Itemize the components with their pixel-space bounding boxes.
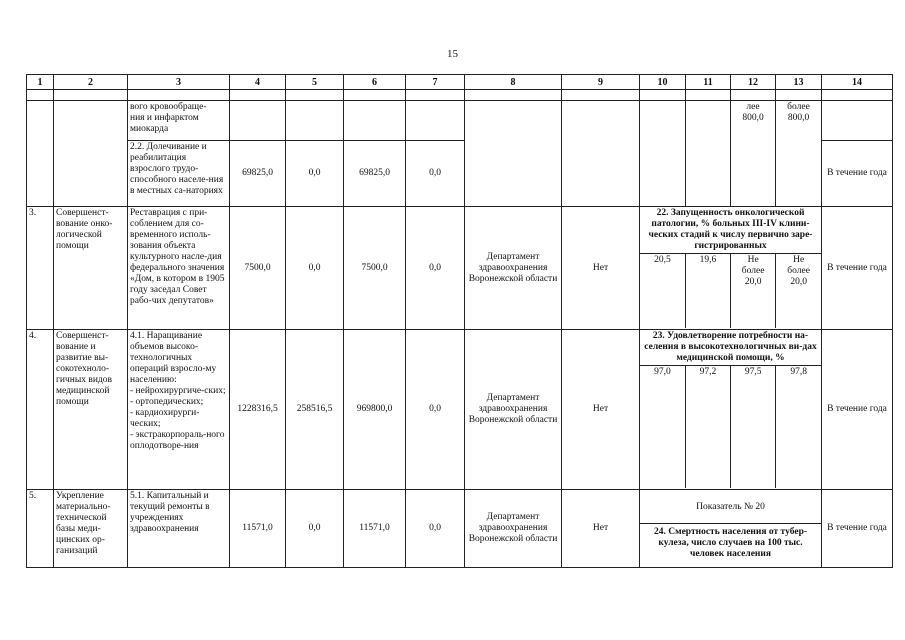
value-cell: 69825,0 (230, 141, 286, 207)
value-cell: 0,0 (286, 141, 344, 207)
col-header: 10 (640, 75, 686, 90)
activity-cell: 4.1. Наращивание объемов высоко-технологичных операций взросло-му населению: - нейрохирургиче-ских; - ортопедических; - кардиохирурги-ческих; - экстракорпораль-ного оплодотворе-ния (128, 330, 230, 490)
task-cell: Совершенст-вование и развитие вы-сокотехноло-гичных видов медицинской помощи (54, 330, 128, 490)
table-row (27, 490, 893, 568)
value-cell: 969800,0 (344, 330, 406, 490)
indicator-reference: Показатель № 20 (640, 490, 821, 524)
col-header: 2 (54, 75, 128, 90)
column-number-row (27, 75, 893, 90)
task-cell: Укрепление материально-технической базы меди-цинских ор-ганизаций (54, 490, 128, 568)
term-cell: В течение года (822, 141, 893, 207)
term-cell: В течение года (822, 330, 893, 490)
col-header: 4 (230, 75, 286, 90)
table-row (27, 330, 893, 490)
value-cell: 7500,0 (230, 207, 286, 330)
indicator-values (640, 254, 821, 328)
funding-cell (562, 101, 640, 207)
col-header: 11 (686, 75, 731, 90)
program-table (26, 74, 893, 568)
value-cell: 11571,0 (230, 490, 286, 568)
table-row (27, 207, 893, 330)
indicator-cell (640, 490, 822, 568)
indicator-value: 97,8 (776, 366, 821, 488)
task-cell: Совершенст-вование онко-логической помощи (54, 207, 128, 330)
col-header: 3 (128, 75, 230, 90)
indicator-title: 24. Смертность населения от тубер-кулеза, число случаев на 100 тыс. человек населения (653, 527, 808, 559)
dept-cell: Департамент здравоохранения Воронежской области (465, 330, 562, 490)
col-header: 7 (406, 75, 465, 90)
funding-cell: Нет (562, 490, 640, 568)
value-cell (640, 101, 686, 207)
term-cell: В течение года (822, 490, 893, 568)
value-cell: 258516,5 (286, 330, 344, 490)
indicator-values (640, 366, 821, 488)
activity-cell: вого кровообраще- ния и инфарктом миокарда (128, 101, 230, 141)
indicator-value: Не более 20,0 (731, 254, 776, 328)
indicator-value: 97,2 (685, 366, 730, 488)
indicator-cell (640, 330, 822, 490)
row-number-cell: 4. (27, 330, 54, 490)
funding-cell: Нет (562, 330, 640, 490)
dept-cell (465, 101, 562, 207)
value-cell: 1228316,5 (230, 330, 286, 490)
col-header: 14 (822, 75, 893, 90)
funding-cell: Нет (562, 207, 640, 330)
value-cell: 69825,0 (344, 141, 406, 207)
value-cell: 0,0 (406, 490, 465, 568)
col-header: 1 (27, 75, 54, 90)
value-cell: более 800,0 (776, 101, 822, 207)
value-cell: 0,0 (286, 490, 344, 568)
dept-cell: Департамент здравоохранения Воронежской области (465, 207, 562, 330)
indicator-title: 22. Запущенность онкологической патологии, % больных III-IV клини-ческих стадий к числу первично заре-гистрированных (640, 207, 821, 254)
indicator-value: 20,5 (654, 255, 671, 265)
value-cell: 0,0 (286, 207, 344, 330)
indicator-value: Не более 20,0 (776, 254, 821, 328)
row-number-cell: 5. (27, 490, 54, 568)
table-row (27, 101, 893, 141)
row-number-cell: 3. (27, 207, 54, 330)
activity-cell: 2.2. Долечивание и реабилитация взрослого трудо-способного населе-ния в местных са-наториях (128, 141, 230, 207)
value-cell: лее 800,0 (731, 101, 776, 207)
value-cell: 11571,0 (344, 490, 406, 568)
col-header: 9 (562, 75, 640, 90)
value-cell: 0,0 (406, 330, 465, 490)
value-cell (686, 101, 731, 207)
indicator-value: 97,5 (731, 366, 776, 488)
value-cell: 0,0 (406, 141, 465, 207)
activity-cell: 5.1. Капитальный и текущий ремонты в учреждениях здравоохранения (128, 490, 230, 568)
value-cell: 0,0 (406, 207, 465, 330)
task-cell (54, 101, 128, 207)
col-header: 5 (286, 75, 344, 90)
page-number: 15 (447, 48, 458, 60)
indicator-title: 23. Удовлетворение потребности на-селения в высокотехнологичных ви-дах медицинской помощи, % (640, 330, 821, 366)
indicator-cell (640, 207, 822, 330)
col-header: 13 (776, 75, 822, 90)
term-cell: В течение года (822, 207, 893, 330)
dept-cell: Департамент здравоохранения Воронежской области (465, 490, 562, 568)
col-header: 6 (344, 75, 406, 90)
col-header: 8 (465, 75, 562, 90)
indicator-value: 97,0 (654, 367, 671, 377)
indicator-value: 19,6 (685, 254, 730, 328)
activity-cell: Реставрация с при-соблением для со-временного исполь-зования объекта культурного насле-дия федерального значения «Дом, в котором в 1905 году заседал Совет рабо-чих депутатов» (128, 207, 230, 330)
value-cell: 7500,0 (344, 207, 406, 330)
col-header: 12 (731, 75, 776, 90)
header-gap-row (27, 90, 893, 101)
row-number-cell (27, 101, 54, 207)
